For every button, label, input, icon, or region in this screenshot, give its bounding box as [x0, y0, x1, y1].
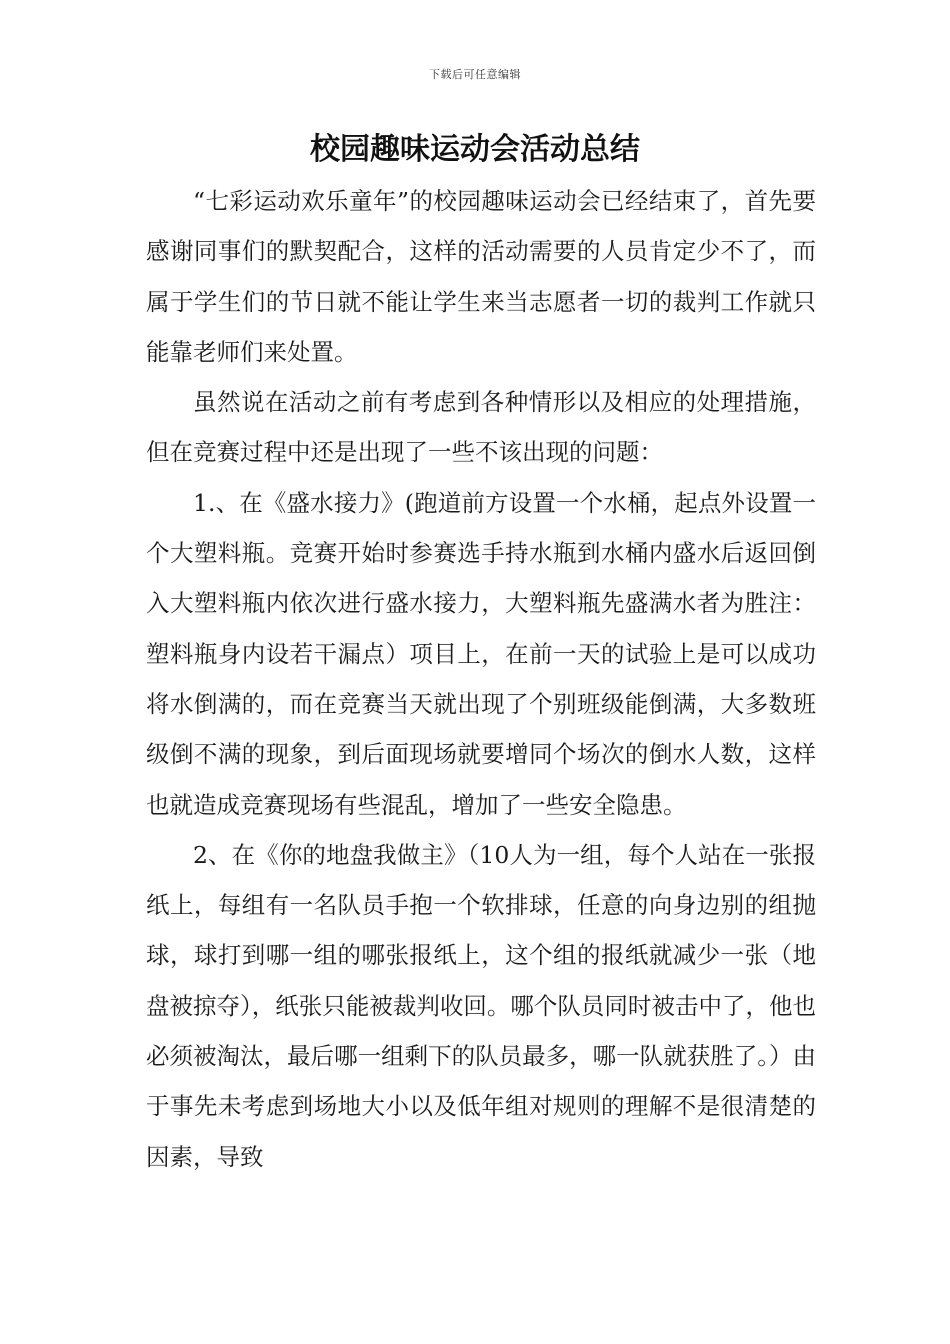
paragraph-item-2: 2、在《你的地盘我做主》（10人为一组，每个人站在一张报纸上，每组有一名队员手抱一个软排球，任意的向身边别的组抛球，球打到哪一组的哪张报纸上，这个组的报纸就减少一张（地盘被掠夺），纸张只能被裁判收回。哪个队员同时被击中了，他也必须被淘汰，最后哪一组剩下的队员最多，哪一队就获胜了。）由于事先未考虑到场地大小以及低年组对规则的理解不是很清楚的因素，导致 — [146, 840, 816, 1171]
document-title: 校园趣味运动会活动总结 — [310, 132, 640, 167]
paragraph-problems-intro: 虽然说在活动之前有考虑到各种情形以及相应的处理措施，但在竞赛过程中还是出现了一些不该出现的问题： — [146, 388, 816, 467]
document-body — [146, 176, 816, 1182]
paragraph-intro: “七彩运动欢乐童年”的校园趣味运动会已经结束了，首先要感谢同事们的默契配合，这样的活动需要的人员肯定少不了，而属于学生们的节日就不能让学生来当志愿者一切的裁判工作就只能靠老师们来处置。 — [146, 187, 816, 366]
header-note: 下载后可任意编辑 — [429, 68, 521, 81]
paragraph-item-1: 1.、在《盛水接力》(跑道前方设置一个水桶，起点外设置一个大塑料瓶。竞赛开始时参赛选手持水瓶到水桶内盛水后返回倒入大塑料瓶内依次进行盛水接力，大塑料瓶先盛满水者为胜注：塑料瓶身内设若干漏点）项目上，在前一天的试验上是可以成功将水倒满的，而在竞赛当天就出现了个别班级能倒满，大多数班级倒不满的现象，到后面现场就要增同个场次的倒水人数，这样也就造成竞赛现场有些混乱，增加了一些安全隐患。 — [146, 488, 816, 819]
